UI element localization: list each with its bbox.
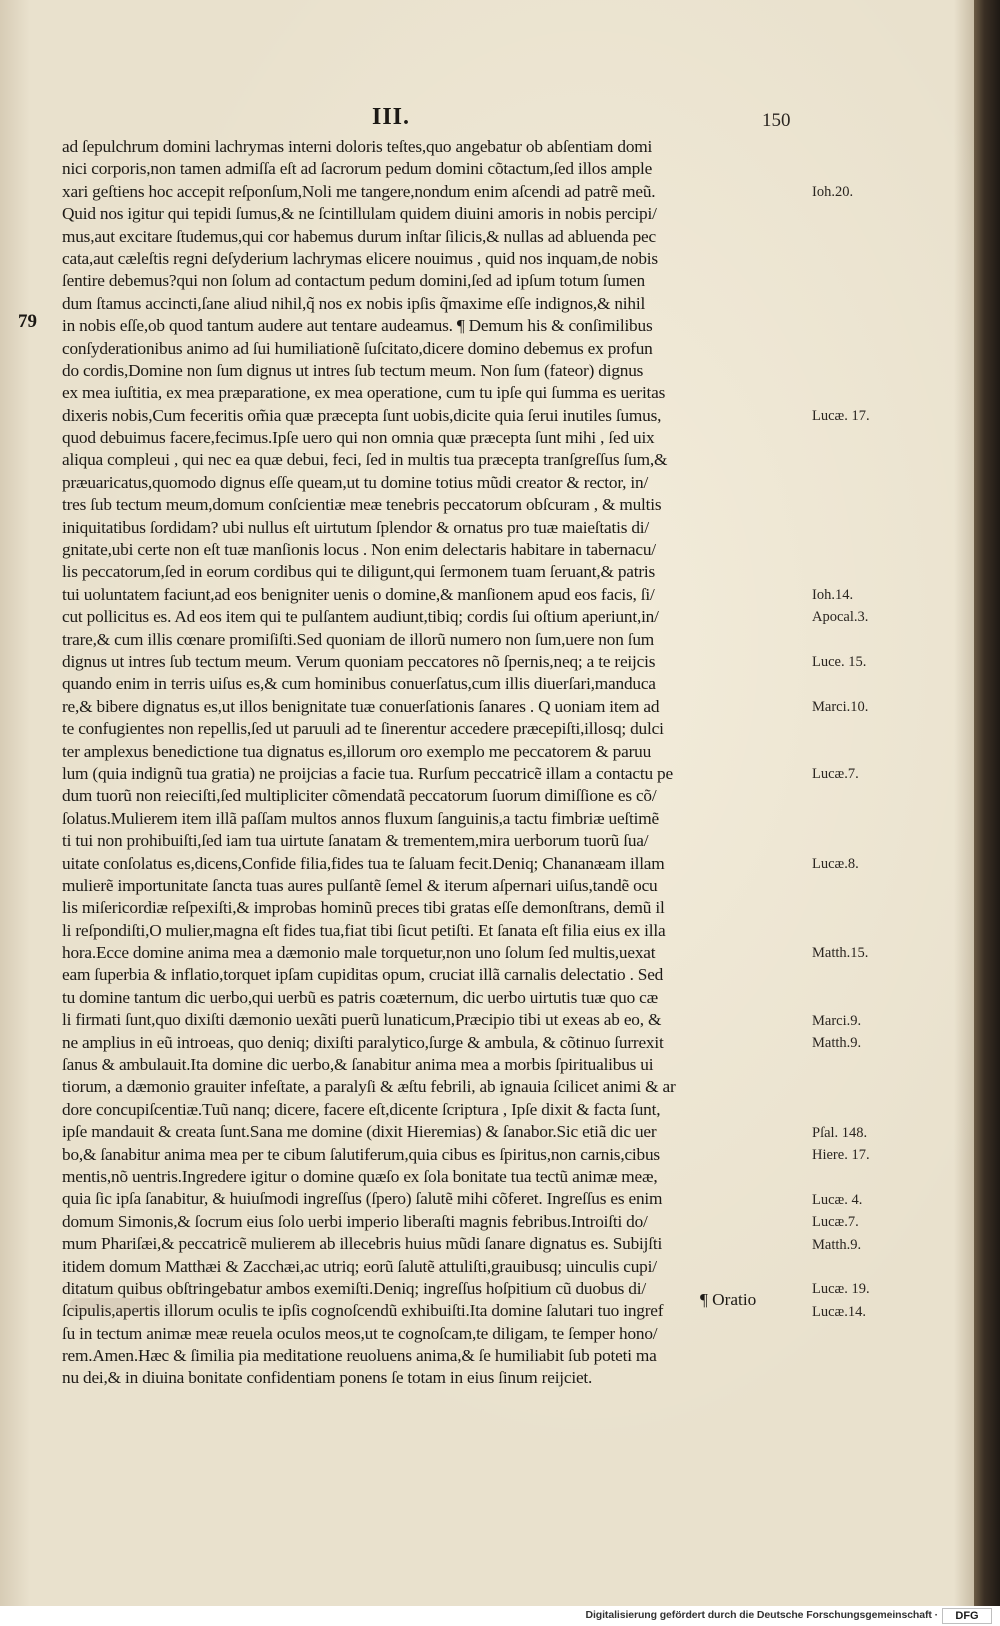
text-line: dore concupiſcentiæ.Tuũ nanq; dicere, facere eſt,dicente ſcriptura , Ipſe dixit & facta ſunt, xyxy=(62,1099,661,1119)
text-line: re,& bibere dignatus es,ut illos benignitate tuæ conuerſationis ſanares . Q uoniam item ad xyxy=(62,696,660,716)
text-line: mulierẽ importunitate ſancta tuas aures pulſantẽ ſemel & iterum aſpernari uiſus,tandẽ ocu xyxy=(62,875,658,895)
text-line: præuaricatus,quomodo dignus eſſe queam,ut tu domine totius mũdi creator & rector, in/ xyxy=(62,472,649,492)
text-line: lis peccatorum,ſed in eorum cordibus qui te diligunt,qui ſermonem tuam ſeruant,& patris xyxy=(62,562,656,582)
funding-credit: Digitalisierung gefördert durch die Deutsche Forschungsgemeinschaft · xyxy=(585,1609,938,1621)
text-line: gnitate,ubi certe non eſt tuæ manſionis locus . Non enim delectaris habitare in tabernacu/ xyxy=(62,540,656,560)
text-line: nu dei,& in diuina bonitate confidentiam ponens ſe totam in eius ſinum reijciet. xyxy=(62,1368,593,1388)
margin-reference: Matth.15. xyxy=(812,945,869,962)
margin-reference: Matth.9. xyxy=(812,1035,862,1051)
margin-reference: Lucæ.14. xyxy=(812,1303,866,1320)
text-line: tiorum, a dæmonio grauiter infeſtate, a paralyſi & æſtu febrili, ab ignauia ſcilicet animi & ar xyxy=(62,1077,676,1097)
text-line: li firmati ſunt,quo dixiſti dæmonio uexãti puerũ lunaticum,Præcipio tibi ut exeas ab eo, & xyxy=(62,1010,662,1030)
margin-reference: Marci.10. xyxy=(812,699,869,715)
text-line: lum (quia indignũ tua gratia) ne proijcias a facie tua. Rurſum peccatricẽ illam a contactu pe xyxy=(62,763,673,783)
margin-reference: Apocal.3. xyxy=(812,609,869,626)
text-line: cut pollicitus es. Ad eos item qui te pulſantem audiunt,tibiq; cordis ſui oſtium aperiunt,in/ xyxy=(62,607,659,627)
text-line: mus,aut excitare ſtudemus,qui cor habemus durum inſtar ſilicis,& nullas ad abluenda pec xyxy=(62,226,657,246)
text-line: do cordis,Domine non ſum dignus ut intres ſub tectum meum. Non ſum (fateor) dignus xyxy=(62,360,644,380)
text-line: ſu in tectum animæ meæ reuela oculos meos,ut te cognoſcam,te diligam, te ſemper hono/ xyxy=(62,1323,658,1343)
text-line: dum ſtamus accincti,ſane aliud nihil,q̃ nos ex nobis ipſis q̃maxime eſſe indignos,& nihil xyxy=(62,293,646,313)
text-line: ex mea iuſtitia, ex mea præparatione, ex mea operatione, cum tu ipſe qui ſumma es ueritas xyxy=(62,383,666,403)
text-line: rem.Amen.Hæc & ſimilia pia meditatione reuoluens anima,& ſe humiliabit ſub poteti ma xyxy=(62,1346,657,1366)
margin-reference: Lucæ. 19. xyxy=(812,1281,870,1298)
catchword: ¶ Oratio xyxy=(700,1290,757,1309)
text-line: conſyderationibus animo ad ſui humiliationẽ ſuſcitato,dicere domino debemus ex profun xyxy=(62,338,653,358)
book-edge xyxy=(974,0,1000,1606)
text-line: li reſpondiſti,O mulier,magna eſt fides tua,fiat tibi ſicut petiſti. Et ſanata eſt filia eius ex illa xyxy=(62,920,666,940)
text-line: lis miſericordiæ reſpexiſti,& improbas hominũ preces tibi gratas eſſe demonſtrans, demũ il xyxy=(62,898,665,918)
text-line: trare,& cum illis cœnare promiſiſti.Sed quoniam de illorũ numero non ſum,uere non ſum xyxy=(62,629,655,649)
text-line: ſentire debemus?qui non ſolum ad contactum pedum domini,ſed ad ipſum totum ſumen xyxy=(62,271,645,291)
text-line: Quid nos igitur qui tepidi ſumus,& ne ſcintillulam quidem diuini amoris in nobis percipi/ xyxy=(62,204,657,224)
text-line: nici corporis,non tamen admiſſa eſt ad ſacrorum pedum domini cõtactum,ſed illos ample xyxy=(62,159,653,179)
text-line: eam ſuperbia & inflatio,torquet ipſam cupiditas opum, cruciat illã carnalis delectatio . Sed xyxy=(62,965,664,985)
text-line: uitate conſolatus es,dicens,Confide filia,fides tua te ſaluam fecit.Deniq; Chananæam illam xyxy=(62,853,665,873)
margin-reference: Ioh.20. xyxy=(812,183,854,200)
text-line: tres ſub tectum meum,domum conſcientiæ meæ tenebris peccatorum obſcuram , & multis xyxy=(62,495,662,515)
running-head: III. xyxy=(372,104,411,130)
margin-reference: Luce. 15. xyxy=(812,654,867,671)
text-line: ſolatus.Mulierem item illã paſſam multos annos fluxum ſanguinis,a tactu fimbriæ ueſtimẽ xyxy=(62,808,659,828)
margin-reference: Marci.9. xyxy=(812,1012,862,1029)
page-header xyxy=(0,104,978,134)
text-line: ti tui non prohibuiſti,ſed iam tua uirtute ſanatam & trementem,mira uerborum tuorũ ſua/ xyxy=(62,831,649,851)
margin-reference: Pſal. 148. xyxy=(812,1124,868,1141)
text-line: quando enim in terris uiſus es,& cum hominibus conuerſatus,cum illis diuerſari,manduca xyxy=(62,674,656,694)
text-line: ſcipulis,apertis illorum oculis te ipſis cognoſcendũ exhibuiſti.Ita domine ſalutari tuo ingref xyxy=(62,1301,664,1321)
ink-offset-smudge xyxy=(70,1298,160,1312)
text-line: mentis,nõ uentris.Ingredere igitur o domine quæſo ex ſola bonitate tua tectũ animæ meæ, xyxy=(62,1166,658,1186)
text-line: xari geſtiens hoc accepit reſponſum,Noli me tangere,nondum enim aſcendi ad patrẽ meũ. xyxy=(62,181,656,201)
margin-reference: Lucæ. 4. xyxy=(812,1191,863,1208)
footer-bar xyxy=(0,1606,1000,1626)
text-line: tu domine tantum dic uerbo,qui uerbũ es patris coæternum, dic uerbo uirtutis tuæ quo cæ xyxy=(62,987,658,1007)
text-line: ipſe mandauit & creata ſunt.Sana me domine (dixit Hieremias) & ſanabor.Sic etiã dic uer xyxy=(62,1122,657,1142)
margin-reference: Lucæ.8. xyxy=(812,855,859,872)
text-line: in nobis eſſe,ob quod tantum audere aut tentare audeamus. ¶ Demum his & conſimilibus xyxy=(62,316,653,336)
text-line: quia ſic ipſa ſanabitur, & huiuſmodi ingreſſus (ſpero) ſalutẽ mihi cõferet. Ingreſſus es enim xyxy=(62,1189,663,1209)
text-line: hora.Ecce domine anima mea a dæmonio male torquetur,non uno ſolum ſed multis,uexat xyxy=(62,943,656,963)
text-line: bo,& ſanabitur anima mea per te cibum ſalutiferum,quia cibus es ſpiritus,non carnis,cibus xyxy=(62,1144,660,1164)
text-line: mum Phariſæi,& peccatricẽ mulierem ab illecebris huius mũdi ſanare dignatus es. Subijſti xyxy=(62,1234,663,1254)
text-line: ne amplius in eũ introeas, quo deniq; dixiſti paralytico,ſurge & ambula, & cõtinuo ſurrexit xyxy=(62,1032,664,1052)
text-line: ditatum quibus obſtringebatur ambos exemiſti.Deniq; ingreſſus hoſpitium cũ duobus di/ xyxy=(62,1278,646,1298)
text-line: tui uoluntatem faciunt,ad eos benigniter uenis o domine,& manſionem apud eos facis, ſi/ xyxy=(62,584,655,604)
text-line: domum Simonis,& ſocrum eius ſolo uerbi imperio liberaſti magnis febribus.Introiſti do/ xyxy=(62,1211,648,1231)
text-line: ter amplexus benedictione tua dignatus es,illorum oro exemplo me peccatorem & paruu xyxy=(62,741,652,761)
text-line: cata,aut cæleſtis regni deſyderium lachrymas elicere nouimus , quid nos inquam,de nobis xyxy=(62,248,658,268)
dfg-logo: DFG xyxy=(942,1608,992,1624)
text-line: itidem domum Matthæi & Zacchæi,ac utriq; eorũ ſalutẽ attuliſti,grauibusq; uinculis cupi/ xyxy=(62,1256,657,1276)
margin-reference: Lucæ.7. xyxy=(812,1214,859,1231)
margin-reference: Hiere. 17. xyxy=(812,1147,870,1163)
text-line: te confugientes non repellis,ſed ut paruuli ad te ſinerentur accedere præcepiſti,illosq; dulci xyxy=(62,719,664,739)
text-line: aliqua compleui , qui nec ea quæ debui, feci, ſed in multis tua præcepta tranſgreſſus ſum,& xyxy=(62,450,668,470)
folio-number: 150 xyxy=(762,110,791,131)
margin-reference: Lucæ. 17. xyxy=(812,407,870,424)
text-line: ad ſepulchrum domini lachrymas interni doloris teſtes,quo angebatur ob abſentiam domi xyxy=(62,137,653,156)
text-line: dignus ut intres ſub tectum meum. Verum quoniam peccatores nõ ſpernis,neq; a te reijcis xyxy=(62,651,656,671)
margin-reference: Matth.9. xyxy=(812,1236,862,1253)
text-line: ſanus & ambulauit.Ita domine dic uerbo,& ſanabitur anima mea a morbis ſpiritualibus ui xyxy=(62,1055,654,1075)
margin-reference: Ioh.14. xyxy=(812,587,854,603)
text-line: iniquitatibus ſordidam? ubi nullus eſt uirtutum ſplendor & ornatus pro tuæ maieſtatis di/ xyxy=(62,517,649,537)
text-line: dixeris nobis,Cum feceritis om̃ia quæ præcepta ſunt uobis,dicite quia ſerui inutiles ſumus, xyxy=(62,405,662,425)
body-text xyxy=(62,136,802,1390)
marginal-number: 79 xyxy=(18,311,37,332)
text-line: quod debuimus facere,fecimus.Ipſe uero qui non omnia quæ præcepta ſunt mihi , ſed uix xyxy=(62,428,655,448)
margin-reference: Lucæ.7. xyxy=(812,766,859,783)
text-line: dum tuorũ non reieciſti,ſed multipliciter cõmendatã peccatorum ſuorum dimiſſione es cõ/ xyxy=(62,786,657,806)
